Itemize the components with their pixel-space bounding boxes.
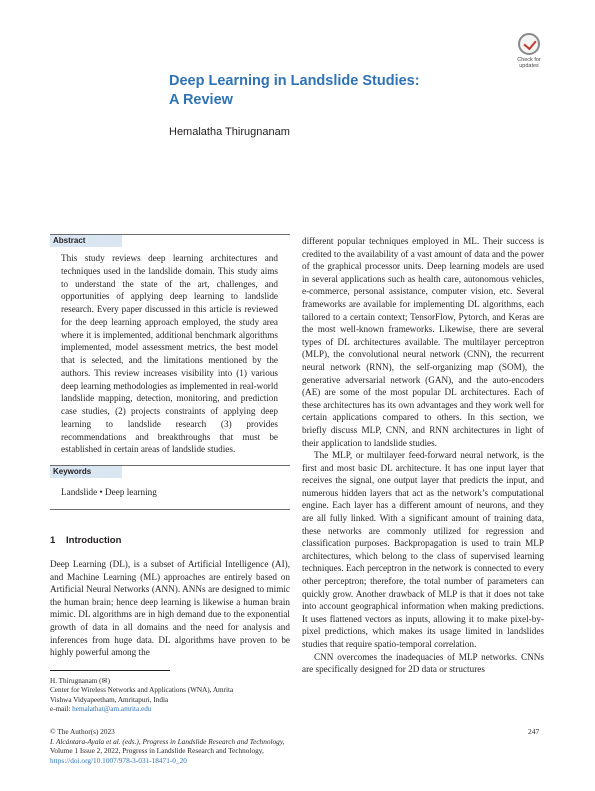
badge-label-line2: updates	[519, 63, 539, 69]
citation-line-2: Volume 1 Issue 2, 2022, Progress in Landslide Research and Technology,	[50, 746, 264, 756]
citation-line-1: I. Alcántara-Ayala et al. (eds.), Progress in Landslide Research and Technology,	[50, 736, 285, 746]
abstract-heading: Abstract	[50, 235, 122, 247]
footnote-author: H. Thirugnanam (✉)	[50, 677, 110, 685]
footnote-affiliation-1: Center for Wireless Networks and Applications (WNA), Amrita	[50, 686, 234, 695]
page-number: 247	[528, 727, 540, 736]
copyright-block	[50, 727, 470, 765]
footnote-affiliation-2: Vishwa Vidyapeetham, Amritapuri, India	[50, 695, 169, 704]
right-paragraph-2: The MLP, or multilayer feed-forward neural network, is the first and most basic DL architecture. It has one input layer that receives the signal, one output layer that predicts the input, and numerous hidden layers that act as the network’s computational engine. Each layer has a different amount of neurons, and they are all fully linked. With a significant amount of training data, these networks are commonly utilized for regression and classification purposes. Backpropagation is used to train MLP architectures, which belong to the class of supervised learning techniques. Each perceptron in the network is connected to every other perceptron; therefore, the total number of parameters can quickly grow. Another drawback of MLP is that it does not take into account geographical information when making predictions. It uses flattened vectors as inputs, allowing it to make pixel-by-pixel predictions, which makes its usage limited in landslides studies that require spatio-temporal correlation.	[302, 450, 544, 649]
section-heading-introduction	[50, 535, 121, 546]
footnote-email-label: e-mail:	[50, 705, 71, 714]
keywords-bottom-rule	[50, 509, 290, 510]
keywords-heading: Keywords	[50, 466, 122, 478]
right-paragraph-3: CNN overcomes the inadequacies of MLP networks. CNNs are specifically designed for 2D data or structures	[302, 651, 544, 675]
badge-label-line1: Check for	[517, 57, 541, 63]
abstract-text: This study reviews deep learning architectures and techniques used in the landslide domain. This study aims to understand the state of the art, challenges, and opportunities of applying deep learning to landslide research. Every paper discussed in this article is reviewed for the deep learning approach employed, the study area where it is implemented, additional benchmark algorithms implemented, model assessment metrics, the best model that is selected, and the limitations mentioned by the authors. This review increases visibility into (1) various deep learning methodologies as implemented in real-world landslide mapping, detection, monitoring, and prediction case studies, (2) projects constraints of applying deep learning to landslide research (3) provides recommendations and breakthroughs that must be established in certain areas of landslide studies.	[61, 253, 278, 455]
footnote-email-link[interactable]: hemalathat@am.amrita.edu	[72, 705, 152, 714]
badge-label	[513, 57, 545, 69]
title-line-2: A Review	[169, 92, 233, 108]
footnote-email-line	[50, 705, 290, 714]
doi-link[interactable]: https://doi.org/10.1007/978-3-031-18471-0_20	[50, 755, 187, 765]
check-updates-icon	[518, 33, 540, 55]
check-for-updates-badge[interactable]	[513, 33, 545, 73]
section-title: Introduction	[66, 535, 122, 546]
keywords-text: Landslide • Deep learning	[61, 487, 157, 497]
title-line-1: Deep Learning in Landslide Studies:	[169, 73, 420, 89]
right-column	[302, 235, 544, 676]
author-name: Hemalatha Thirugnanam	[169, 126, 290, 138]
paper-title	[169, 72, 499, 110]
introduction-paragraph: Deep Learning (DL), is a subset of Artificial Intelligence (AI), and Machine Learning (ML) approaches are entirely based on Artificial Neural Networks (ANN). ANNs are designed to mimic the human brain; hence deep learning is likewise a human brain mimic. DL algorithms are in high demand due to the exponential growth of data in all domains and the need for analysis and inferences from huge data. DL algorithms have proven to be highly powerful among the	[50, 559, 290, 658]
author-footnote	[50, 677, 290, 715]
right-paragraph-1: different popular techniques employed in ML. Their success is credited to the availability of a vast amount of data and the power of the graphical processor units. Deep learning models are used in several applications such as health care, autonomous vehicles, e-commerce, personal assistance, computer vision, etc. Several frameworks are available for implementing DL algorithms, each tailored to a certain context; TensorFlow, Pytorch, and Keras are the most well-known frameworks. Likewise, there are several types of DL architectures available. The multilayer perceptron (MLP), the convolutional neural network (CNN), the recurrent neural network (RNN), the self-organizing map (SOM), the generative adversarial network (GAN), and the auto-encoders (AE) are some of the most popular DL architectures. Each of these architectures has its own advantages and they work well for certain applications compared to others. In this section, we briefly discuss MLP, CNN, and RNN architectures in light of their application to landslide studies.	[302, 236, 544, 448]
footnote-rule	[50, 670, 170, 671]
copyright-line: © The Author(s) 2023	[50, 727, 115, 736]
section-number: 1	[50, 535, 56, 546]
